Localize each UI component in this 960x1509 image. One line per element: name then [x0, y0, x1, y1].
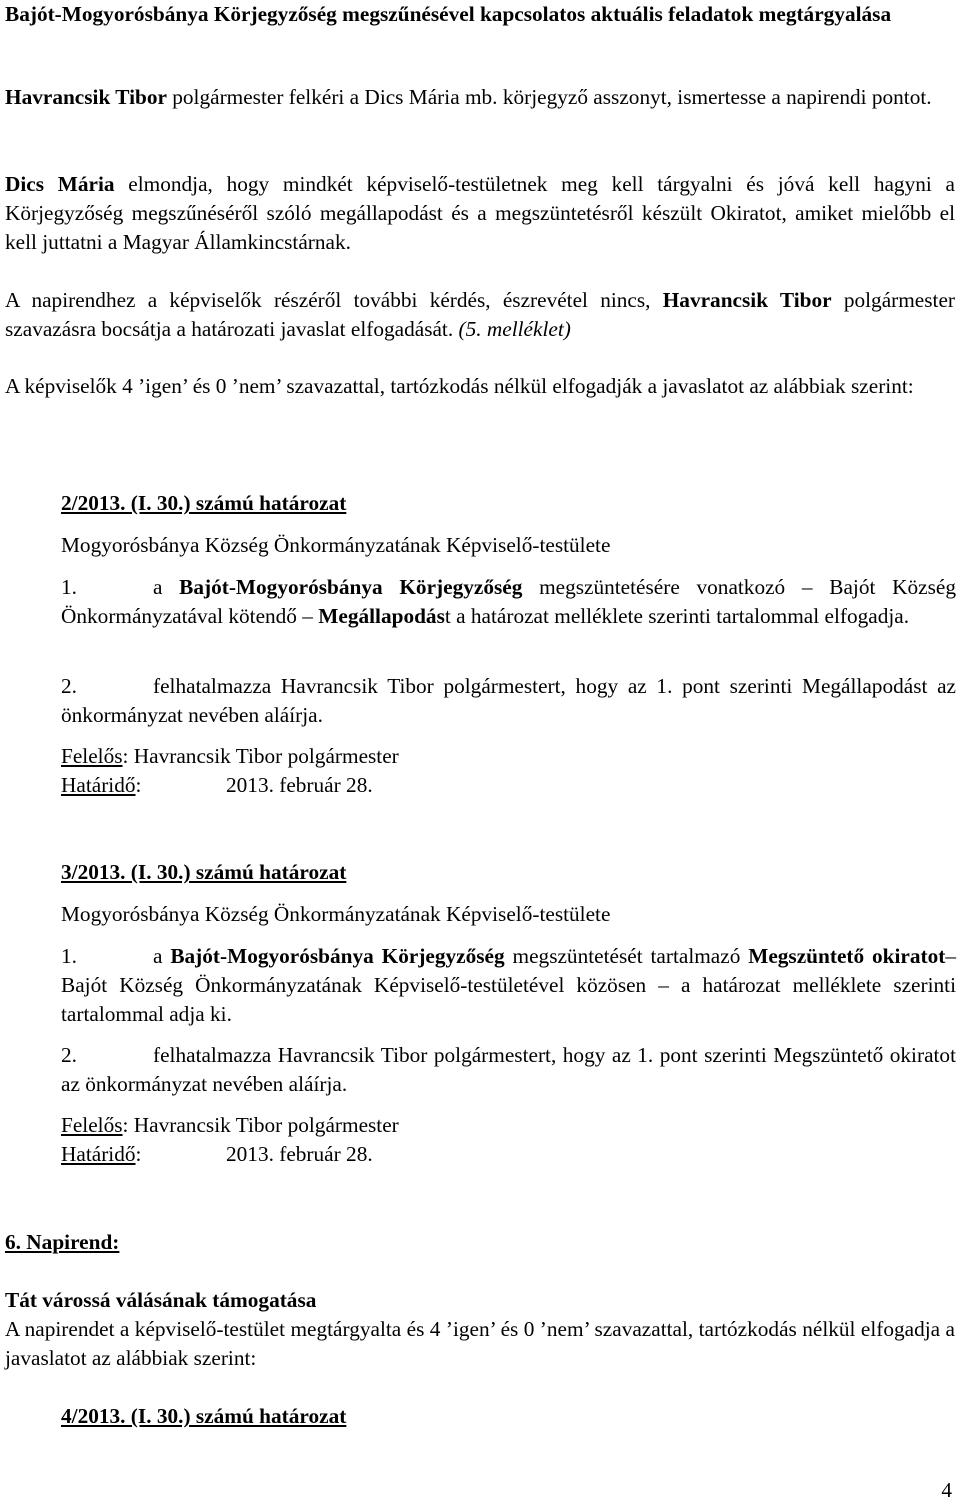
agenda-paragraph: A napirendet a képviselő-testület megtárgyalta és 4 ’igen’ és 0 ’nem’ szavazattal, tartózkodás nélkül elfogadja a javaslatot az alábbiak szerint:	[5, 1317, 955, 1370]
resolution-item-1: 1. a Bajót-Mogyorósbánya Körjegyzőség megszüntetésére vonatkozó – Bajót Község Önkormányzatával kötendő – Megállapodást a határozat melléklete szerinti tartalommal elfogadja.	[61, 575, 956, 628]
page-number: 4	[941, 1478, 952, 1502]
responsible-line: Felelős: Havrancsik Tibor polgármester	[61, 1113, 399, 1137]
deadline-line: Határidő: 2013. február 28.	[61, 773, 373, 797]
deadline-line: Határidő: 2013. február 28.	[61, 1142, 373, 1166]
section-heading: Bajót-Mogyorósbánya Körjegyzőség megszűnésével kapcsolatos aktuális feladatok megtárgyalása	[5, 2, 892, 26]
agenda-heading: 6. Napirend:	[5, 1230, 120, 1254]
resolution-item-2: 2. felhatalmazza Havrancsik Tibor polgármestert, hogy az 1. pont szerinti Megállapodást az önkormányzat nevében aláírja.	[61, 674, 956, 727]
resolution-title: 4/2013. (I. 30.) számú határozat	[61, 1404, 347, 1428]
report-paragraph: Dics Mária elmondja, hogy mindkét képviselő-testületnek meg kell tárgyalni és jóvá kell hagyni a Körjegyzőség megszűnéséről szóló megállapodást és a megszüntetésről készült Okiratot, amiket mielőbb el kell juttatni a Magyar Államkincstárnak.	[5, 172, 955, 254]
annex-reference: (5. melléklet)	[458, 317, 571, 341]
agenda-subheading: Tát várossá válásának támogatása	[5, 1288, 317, 1312]
resolution-title: 2/2013. (I. 30.) számú határozat	[61, 491, 347, 515]
resolution-item-2: 2. felhatalmazza Havrancsik Tibor polgármestert, hogy az 1. pont szerinti Megszüntető okiratot az önkormányzat nevében aláírja.	[61, 1043, 956, 1096]
intro-paragraph: Havrancsik Tibor polgármester felkéri a Dics Mária mb. körjegyző asszonyt, ismertesse a napirendi pontot.	[5, 85, 932, 109]
resolution-title: 3/2013. (I. 30.) számú határozat	[61, 860, 347, 884]
vote-call-paragraph: A napirendhez a képviselők részéről további kérdés, észrevétel nincs, Havrancsik Tibor polgármester szavazásra bocsátja a határozati javaslat elfogadását. (5. melléklet)	[5, 288, 956, 341]
resolution-body: Mogyorósbánya Község Önkormányzatának Képviselő-testülete	[61, 533, 611, 557]
vote-result-paragraph: A képviselők 4 ’igen’ és 0 ’nem’ szavazattal, tartózkodás nélkül elfogadják a javaslatot az alábbiak szerint:	[5, 374, 914, 398]
resolution-item-1: 1. a Bajót-Mogyorósbánya Körjegyzőség megszüntetését tartalmazó Megszüntető okiratot– Bajót Község Önkormányzatának Képviselő-testületével közösen – a határozat melléklete szerinti tartalommal adja ki.	[61, 944, 956, 1026]
resolution-body: Mogyorósbánya Község Önkormányzatának Képviselő-testülete	[61, 902, 611, 926]
responsible-line: Felelős: Havrancsik Tibor polgármester	[61, 744, 399, 768]
